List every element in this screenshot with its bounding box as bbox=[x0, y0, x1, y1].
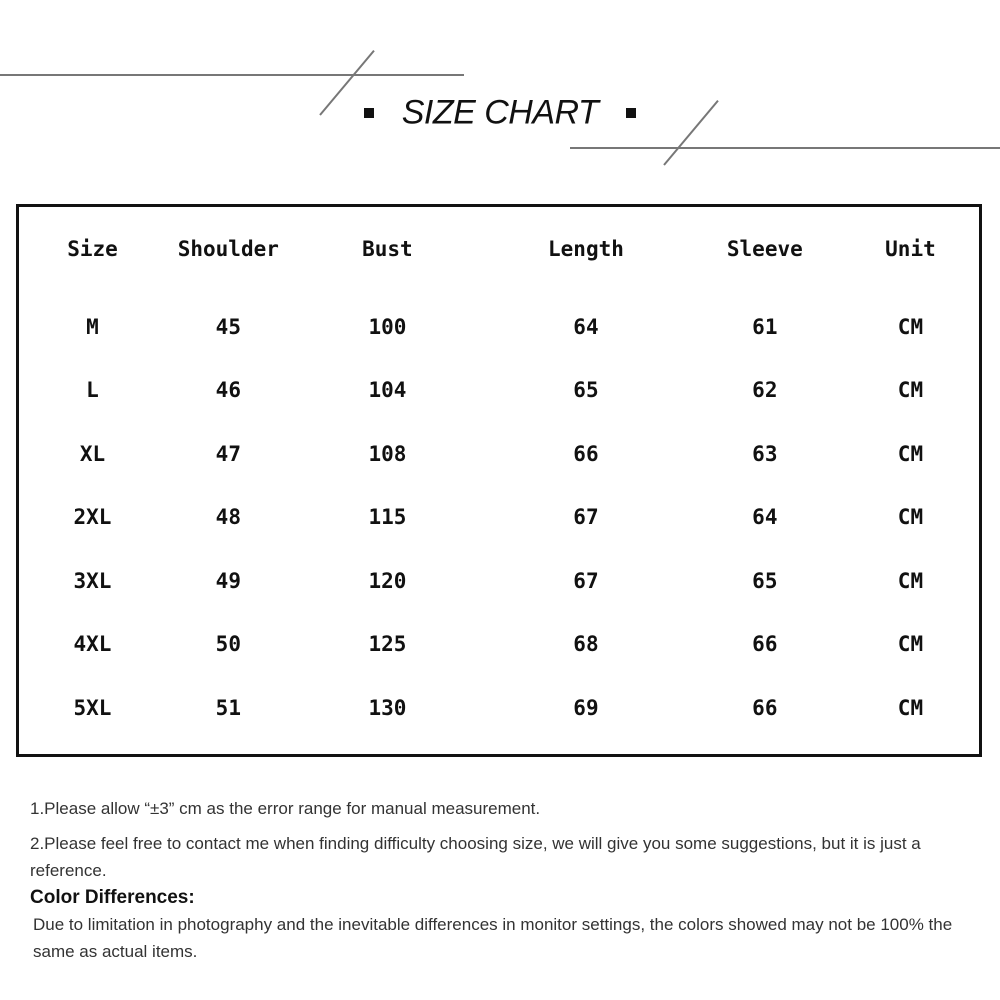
cell-size: M bbox=[86, 314, 99, 339]
header-unit: Unit bbox=[885, 237, 936, 261]
cell-unit: CM bbox=[897, 632, 924, 657]
cell-bust: 104 bbox=[368, 378, 407, 403]
cell-length: 65 bbox=[573, 378, 599, 403]
cell-sleeve: 62 bbox=[752, 378, 778, 403]
title-bar bbox=[0, 92, 1000, 133]
cell-sleeve: 66 bbox=[752, 632, 778, 657]
cell-unit: CM bbox=[897, 505, 924, 530]
cell-unit: CM bbox=[897, 314, 924, 339]
cell-shoulder: 47 bbox=[215, 441, 241, 466]
cell-shoulder: 49 bbox=[215, 568, 241, 593]
note-error-range: 1.Please allow “±3” cm as the error range for manual measurement. bbox=[30, 799, 541, 818]
cell-bust: 100 bbox=[368, 314, 407, 339]
note-contact: 2.Please feel free to contact me when finding difficulty choosing size, we will give you some suggestions, but it is just a reference. bbox=[30, 834, 921, 880]
header-sleeve: Sleeve bbox=[726, 237, 803, 261]
cell-unit: CM bbox=[897, 378, 924, 403]
cell-unit: CM bbox=[897, 441, 924, 466]
table-row bbox=[19, 676, 979, 740]
table-row bbox=[19, 295, 979, 359]
cell-shoulder: 45 bbox=[215, 314, 241, 339]
table-row bbox=[19, 486, 979, 550]
table-row bbox=[19, 422, 979, 486]
cell-size: L bbox=[86, 378, 99, 403]
cell-size: XL bbox=[79, 441, 106, 466]
header-line-right bbox=[570, 147, 1000, 149]
cell-size: 4XL bbox=[73, 632, 112, 657]
cell-bust: 115 bbox=[368, 505, 407, 530]
table-header-row bbox=[19, 237, 979, 295]
table-row bbox=[19, 613, 979, 677]
notes-section bbox=[30, 795, 985, 965]
cell-shoulder: 48 bbox=[215, 505, 241, 530]
cell-sleeve: 63 bbox=[752, 441, 778, 466]
cell-length: 67 bbox=[573, 568, 599, 593]
square-bullet-icon bbox=[626, 108, 636, 118]
header-length: Length bbox=[548, 237, 624, 261]
cell-size: 3XL bbox=[73, 568, 112, 593]
color-differences-text: Due to limitation in photography and the inevitable differences in monitor settings, the colors showed may not be 100% the same as actual items. bbox=[33, 915, 953, 961]
cell-unit: CM bbox=[897, 695, 924, 720]
cell-sleeve: 66 bbox=[752, 695, 778, 720]
cell-length: 69 bbox=[573, 695, 599, 720]
size-chart-box bbox=[16, 204, 982, 757]
square-bullet-icon bbox=[364, 108, 374, 118]
cell-shoulder: 50 bbox=[215, 632, 241, 657]
cell-bust: 120 bbox=[368, 568, 407, 593]
cell-sleeve: 61 bbox=[752, 314, 778, 339]
cell-sleeve: 64 bbox=[752, 505, 778, 530]
cell-length: 67 bbox=[573, 505, 599, 530]
cell-length: 68 bbox=[573, 632, 599, 657]
cell-bust: 108 bbox=[368, 441, 407, 466]
header-shoulder: Shoulder bbox=[177, 237, 279, 261]
header-line-left bbox=[0, 74, 464, 76]
page-title: SIZE CHART bbox=[401, 93, 599, 132]
table-row bbox=[19, 549, 979, 613]
cell-bust: 130 bbox=[368, 695, 407, 720]
cell-length: 66 bbox=[573, 441, 599, 466]
color-differences-heading: Color Differences: bbox=[30, 887, 195, 908]
cell-size: 5XL bbox=[73, 695, 112, 720]
cell-unit: CM bbox=[897, 568, 924, 593]
cell-length: 64 bbox=[573, 314, 599, 339]
header-bust: Bust bbox=[362, 237, 413, 261]
size-table bbox=[19, 237, 979, 740]
cell-shoulder: 51 bbox=[215, 695, 241, 720]
cell-bust: 125 bbox=[368, 632, 407, 657]
header-size: Size bbox=[67, 237, 118, 261]
cell-sleeve: 65 bbox=[752, 568, 778, 593]
cell-shoulder: 46 bbox=[215, 378, 241, 403]
cell-size: 2XL bbox=[73, 505, 112, 530]
table-row bbox=[19, 359, 979, 423]
